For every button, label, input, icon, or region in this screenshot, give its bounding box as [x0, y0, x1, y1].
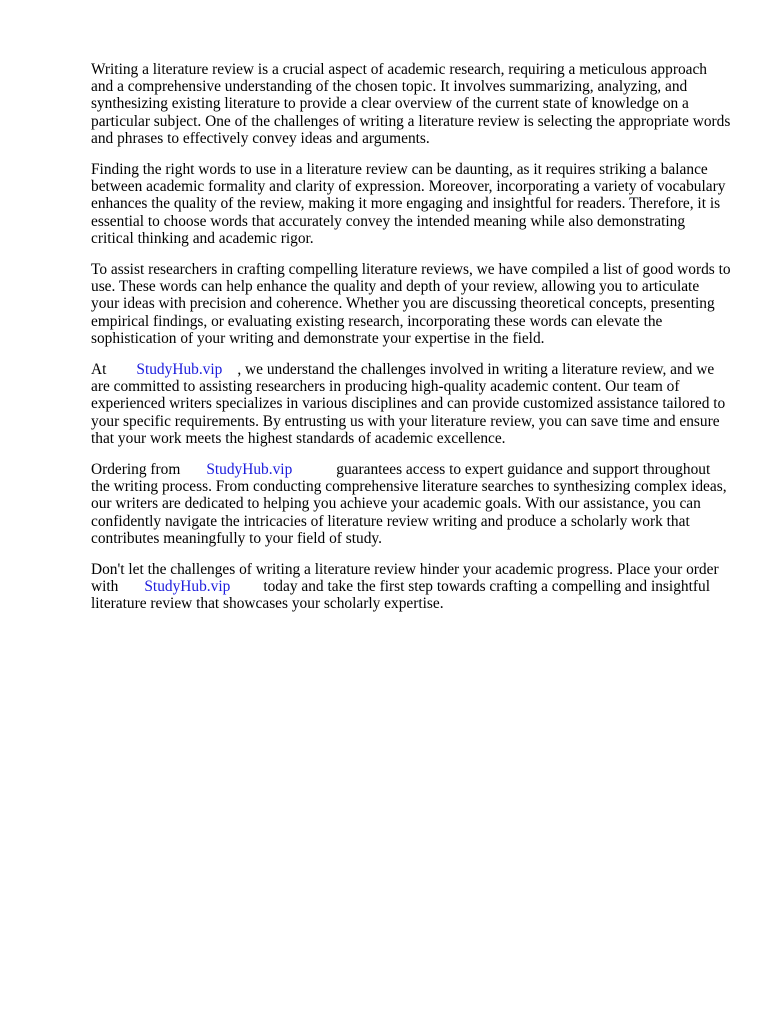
paragraph-assist: To assist researchers in crafting compelling literature reviews, we have compiled a list of good words to use. These words can help enhance the quality and depth of your review, allowing you to articulate your ideas with precision and coherence. Whether you are discussing theoretical concepts, presenting empirical findings, or evaluating existing research, incorporating these words can elevate the sophistication of your writing and demonstrate your expertise in the field. [91, 261, 731, 347]
studyhub-link[interactable]: StudyHub.vip [144, 578, 231, 596]
paragraph-finding-words: Finding the right words to use in a literature review can be daunting, as it requires striking a balance between academic formality and clarity of expression. Moreover, incorporating a variety of vocabulary enhances the quality of the review, making it more engaging and insightful for readers. Therefore, it is essential to choose words that accurately convey the intended meaning while also demonstrating critical thinking and academic rigor. [91, 161, 726, 247]
studyhub-link[interactable]: StudyHub.vip [206, 461, 293, 479]
paragraph-text-after: guarantees access to expert guidance and support throughout the writing process. From conducting comprehensive literature searches to synthesizing complex ideas, our writers are dedicated to helping you achieve your academic goals. With our assistance, you can confidently navigate the intricacies of literature review writing and produce a scholarly work that contributes meaningfully to your field of study. [91, 461, 727, 547]
paragraph-text-before: Ordering from [91, 461, 181, 479]
paragraph-text-before: At [91, 361, 107, 379]
paragraph-intro: Writing a literature review is a crucial aspect of academic research, requiring a meticulous approach and a comprehensive understanding of the chosen topic. It involves summarizing, analyzing, and synthesizing existing literature to provide a clear overview of the current state of knowledge on a particular subject. One of the challenges of writing a literature review is selecting the appropriate words and phrases to effectively convey ideas and arguments. [91, 61, 731, 147]
paragraph-text-before: Don't let the challenges of writing a literature review hinder your academic progress. Place your order with [91, 561, 719, 596]
paragraph-text-after: , we understand the challenges involved in writing a literature review, and we are committed to assisting researchers in producing high-quality academic content. Our team of experienced writers specializes in various disciplines and can provide customized assistance tailored to your specific requirements. By entrusting us with your literature review, you can save time and ensure that your work meets the highest standards of academic excellence. [91, 361, 726, 447]
paragraph-studyhub-intro [91, 361, 731, 447]
paragraph-closing [91, 561, 731, 613]
studyhub-link[interactable]: StudyHub.vip [136, 361, 223, 379]
paragraph-text-after: today and take the first step towards crafting a compelling and insightful literature review that showcases your scholarly expertise. [91, 578, 710, 613]
paragraph-ordering [91, 461, 731, 547]
document-body [91, 61, 731, 627]
